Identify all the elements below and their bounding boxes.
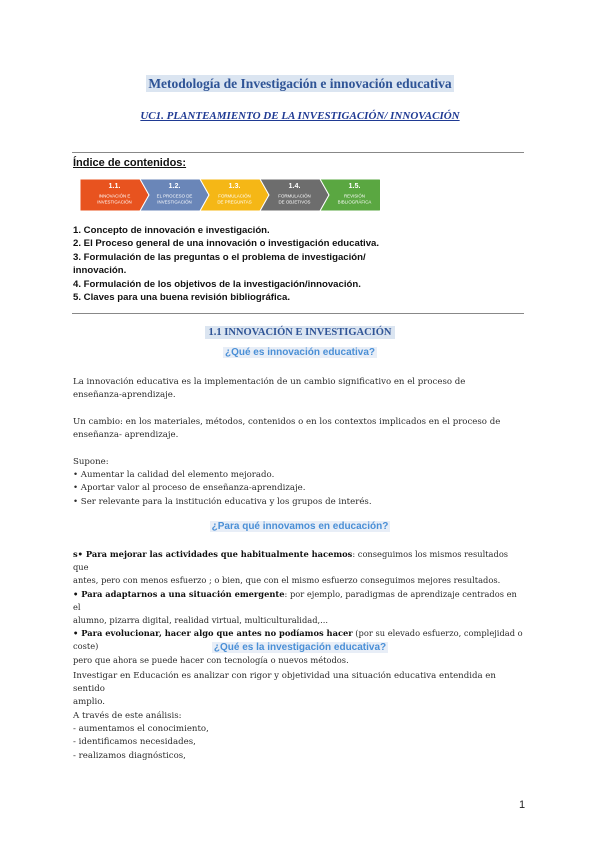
unit-title: UC1. PLANTEAMIENTO DE LA INVESTIGACIÓN/ INNOVACIÓN (140, 110, 460, 122)
document-title: Metodología de Investigación e innovación educativa (148, 76, 452, 91)
paragraph: La innovación educativa es la implementación de un cambio significativo en el proceso de enseñanza-aprendizaje. (73, 377, 466, 401)
toc-item: 2. El Proceso general de una innovación o investigación educativa. (73, 238, 380, 250)
divider (72, 313, 524, 314)
question-heading: ¿Qué es innovación educativa? (224, 347, 376, 358)
question-heading: ¿Para qué innovamos en educación? (211, 521, 389, 532)
paragraph: Investigar en Educación es analizar con rigor y objetividad una situación educativa entendida en sentido amplio. (73, 671, 496, 708)
toc-chevron-number: 1.1. (108, 181, 121, 190)
toc-chevron-label: FORMULACIÓN (278, 193, 311, 199)
toc-chevron-number: 1.3. (228, 181, 241, 190)
toc-chevron-label: INVESTIGACIÓN (97, 199, 132, 205)
toc-item: 1. Concepto de innovación e investigación. (73, 225, 270, 236)
divider (72, 152, 524, 153)
section-title: 1.1 INNOVACIÓN E INVESTIGACIÓN (0, 320, 600, 339)
toc-item: innovación. (73, 265, 127, 277)
toc-item: 4. Formulación de los objetivos de la investigación/innovación. (73, 278, 361, 290)
analysis-list: A través de este análisis: - aumentamos el conocimiento, - identificamos necesidades, - realizamos diagnósticos, (73, 711, 209, 761)
toc-chevron-label: DE PREGUNTAS (217, 199, 252, 205)
toc-chevron-number: 1.4. (288, 181, 301, 190)
toc-chevron-label: EL PROCESO DE (156, 193, 193, 199)
toc-chevron-number: 1.5. (348, 181, 361, 190)
toc-heading: Índice de contenidos: (73, 157, 187, 169)
toc-chevron-number: 1.2. (168, 181, 181, 190)
paragraph: Un cambio: en los materiales, métodos, contenidos o en los contextos implicados en el proceso de enseñanza- aprendizaje. (73, 417, 501, 441)
toc-chevron-label: INVESTIGACIÓN (157, 199, 192, 205)
question-heading: ¿Qué es la investigación educativa? (213, 642, 387, 653)
page-number: 1 (519, 799, 526, 811)
toc-list (73, 224, 393, 304)
toc-chevron-label: BIBLIOGRÁFICA (337, 199, 372, 205)
why-list: s• Para mejorar las actividades que habitualmente hacemos: conseguimos los mismos resultados que antes, pero con menos esfuerzo ; o bien, que con el mismo esfuerzo conseguimos mejores resultados. • Para adaptarnos a una situación emergente: por ejemplo, paradigmas de aprendizaje centrados en el alumno, pizarra digital, realidad virtual, multiculturalidad,... • Para evolucionar, hacer algo que antes no podíamos hacer (por su elevado esfuerzo, complejidad o coste) pero que ahora se puede hacer con tecnología o nuevos métodos. (73, 549, 523, 665)
supone-list: Supone: • Aumentar la calidad del elemento mejorado. • Aportar valor al proceso de enseñanza-aprendizaje. • Ser relevante para la institución educativa y los grupos de interés. (73, 457, 372, 507)
toc-chevron-diagram (80, 179, 380, 211)
toc-chevron-label: INNOVACIÓN E (98, 193, 131, 199)
toc-chevron-label: FORMULACIÓN (218, 193, 251, 199)
toc-chevron-label: REVISIÓN (344, 193, 365, 199)
toc-chevron-label: DE OBJETIVOS (278, 199, 311, 205)
toc-item: 3. Formulación de las preguntas o el problema de investigación/ (73, 251, 366, 263)
toc-item: 5. Claves para una buena revisión bibliográfica. (73, 292, 290, 304)
